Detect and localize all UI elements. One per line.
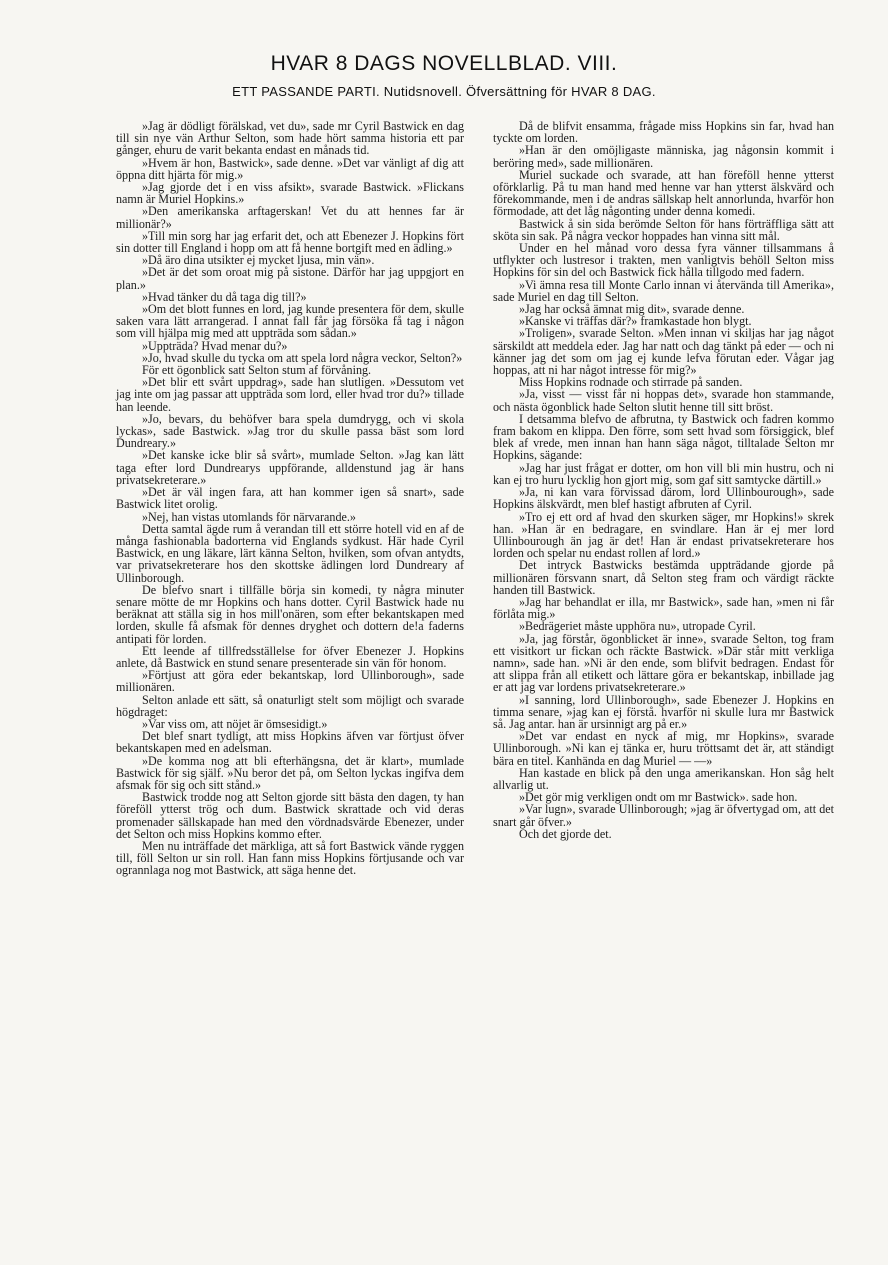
story-subtitle: ETT PASSANDE PARTI. Nutidsnovell. Öfversättning för HVAR 8 DAG. [232, 84, 656, 99]
masthead-title: HVAR 8 DAGS NOVELLBLAD. VIII. [270, 52, 618, 75]
paragraph: »Den amerikanska arftagerskan! Vet du att hennes far är millionär?» [116, 204, 464, 231]
paragraph: »Jag har också ämnat mig dit», svarade denne. [519, 302, 745, 317]
paragraph: »Bedrägeriet måste upphöra nu», utropade Cyril. [519, 619, 756, 634]
paragraph: »Kanske vi träffas där?» framkastade hon blygt. [519, 314, 752, 329]
paragraph: Och det gjorde det. [519, 826, 612, 841]
paragraph: »Det är det som oroat mig på sistone. Därför har jag uppgjort en plan.» [116, 265, 464, 292]
paragraph: »Jag gjorde det i en viss afsikt», svarade Bastwick. »Flickans namn är Muriel Hopkins.» [116, 180, 464, 207]
paragraph: De blefvo snart i tillfälle börja sin komedi, ty några minuter senare mötte de mr Hopkins och hans dotter. Cyril Bastwick hade nu beräknat att ställa sig in hos mill'onären, som efter bekantskapen med lorden, skulle få afsmak för dennes dryghet och dottern de!a faderns antipati för lorden. [116, 582, 464, 646]
paragraph: »Det är väl ingen fara, att han kommer igen så snart», sade Bastwick litet orolig. [116, 485, 464, 512]
paragraph: »Förtjust att göra eder bekantskap, lord Ullinborough», sade millionären. [116, 668, 464, 695]
paragraph: »Ja, ni kan vara förvissad därom, lord Ullinbourough», sade Hopkins älskvärdt, men blef hastigt afbruten af Cyril. [493, 485, 834, 512]
paragraph: I detsamma blefvo de afbrutna, ty Bastwick och fadren kommo fram bakom en klippa. Den förre, som sett hvad som försiggick, blef blek af vrede, men innan han hann säga något, tilltalade Selton mr Hopkins, sägande: [493, 411, 834, 463]
paragraph: »Jo, bevars, du behöfver bara spela dumdrygg, och vi skola lyckas», sade Bastwick. »Jag tror du skulle passa bäst som lord Dundreary.» [116, 411, 464, 451]
paragraph: »Uppträda? Hvad menar du?» [142, 338, 288, 353]
paragraph: »Ja, visst — visst får ni hoppas det», svarade hon stammande, och nästa ögonblick hade Selton slutit henne till sitt bröst. [493, 387, 834, 414]
paragraph: »Det gör mig verkligen ondt om mr Bastwick». sade hon. [519, 790, 798, 805]
paragraph: »Hvem är hon, Bastwick», sade denne. »Det var vänligt af dig att öppna ditt hjärta för mig.» [116, 155, 464, 182]
paragraph: Ett leende af tillfredsställelse for öfver Ebenezer J. Hopkins anlete, då Bastwick en stund senare presenterade sin vän för honom. [116, 643, 464, 670]
paragraph: »De komma nog att bli efterhängsna, det är klart», mumlade Bastwick för sig själf. »Nu beror det på, om Selton lyckas ingifva dem afsmak för sig och sitt stånd.» [116, 753, 464, 792]
paragraph: »Jag har just frågat er dotter, om hon vill bli min hustru, och ni kan ej tro huru lycklig hon gjort mig, som gaf sitt samtycke därtill.» [493, 460, 834, 487]
paragraph: »Hvad tänker du då taga dig till?» [142, 289, 307, 304]
paragraph: Men nu inträffade det märkliga, att så fort Bastwick vände ryggen till, föll Selton ur sin roll. Han fann miss Hopkins förtjusande och var ogrannlaga nog mot Bastwick, att säga henne det. [116, 838, 464, 878]
paragraph: »Det var endast en nyck af mig, mr Hopkins», svarade Ullinborough. »Ni kan ej tänka er, huru tröttsamt det är, att ständigt bära en titel. Kanhända en dag Muriel — —» [493, 729, 834, 768]
paragraph: Det blef snart tydligt, att miss Hopkins äfven var förtjust öfver bekantskapen med en adelsman. [116, 729, 464, 756]
paragraph: Miss Hopkins rodnade och stirrade på sanden. [519, 375, 743, 390]
paragraph: Det intryck Bastwicks bestämda uppträdande gjorde på millionären försvann snart, då Selton steg fram och värdigt räckte handen till Bastwick. [493, 558, 834, 597]
paragraph: »Om det blott funnes en lord, jag kunde presentera för dem, skulle saken vara lätt arrangerad. I annat fall får jag försöka få tag i någon som vill hjälpa mig med att uppträda som sådan.» [116, 302, 464, 341]
paragraph: »Jag är dödligt förälskad, vet du», sade mr Cyril Bastwick en dag till sin nye vän Arthur Selton, som hade hört samma historia ett par gånger, ehuru de varit bekanta endast en månads tid. [116, 119, 464, 158]
paragraph: »Vi ämna resa till Monte Carlo innan vi återvända till Amerika», sade Muriel en dag till Selton. [493, 277, 834, 304]
paragraph: »Tro ej ett ord af hvad den skurken säger, mr Hopkins!» skrek han. »Han är en bedragare, en svindlare. Han är ej mer lord Ullinbourough än jag är det! Han är endast privatsekreterare hos lorden och spelar nu endast rollen af lord.» [493, 509, 834, 561]
paragraph: För ett ögonblick satt Selton stum af förvåning. [142, 363, 372, 378]
left-text-column [116, 120, 464, 877]
paragraph: Muriel suckade och svarade, att han föreföll henne ytterst oförklarlig. På tu man hand med henne var han ytterst älskvärd och förekommande, men i de andras sällskap helt annorlunda, hvarför hon förmodade, att det låg någonting under denna komedi. [493, 167, 834, 219]
paragraph: »Troligen», svarade Selton. »Men innan vi skiljas har jag något särskildt att meddela eder. Jag har natt och dag tänkt på eder — och ni känner jag det som om jag ej kunde lefva förutan eder. Vågar jag hoppas, att ni har något intresse för mig?» [493, 326, 834, 378]
paragraph: »Han är den omöjligaste människa, jag någonsin kommit i beröring med», sade millionären. [493, 143, 834, 170]
paragraph: Detta samtal ägde rum å verandan till ett större hotell vid en af de många fashionabla badorterna vid Englands sydkust. Här hade Cyril Bastwick, en ung läkare, lärt känna Selton, hvilken, som ofvan antydts, var privatsekreterare hos den skottske ädlingen lord Dundreary af Ullinborough. [116, 521, 464, 585]
paragraph: »Ja, jag förstår, ögonblicket är inne», svarade Selton, tog fram ett visitkort ur fickan och räckte Bastwick. »Där står mitt verkliga namn», sade han. »Ni är den ende, som blifvit bedragen. Endast för att slippa från all etikett och lättare göra er bekantskap, inbillade jag er att jag var lordens privatsekreterare.» [493, 631, 834, 695]
paragraph: »Det blir ett svårt uppdrag», sade han slutligen. »Dessutom vet jag inte om jag passar att uppträda som lord, eller hvad tror du?» tillade han leende. [116, 375, 464, 414]
right-text-column [493, 120, 834, 840]
paragraph: Bastwick å sin sida berömde Selton för hans förträffliga sätt att sköta sin sak. På några veckor hoppades han vinna sitt mål. [493, 216, 834, 243]
paragraph: »Nej, han vistas utomlands för närvarande.» [142, 509, 356, 524]
paragraph: Selton anlade ett sätt, så onaturligt stelt som möjligt och svarade högdraget: [116, 692, 464, 719]
paragraph: Under en hel månad voro dessa fyra vänner tillsammans å utflykter och lustresor i trakten, men vanligtvis behöll Selton miss Hopkins för sin del och Bastwick fick hålla tillgodo med fadern. [493, 241, 834, 280]
paragraph: »Jag har behandlat er illa, mr Bastwick», sade han, »men ni får förlåta mig.» [493, 594, 834, 622]
paragraph: »Till min sorg har jag erfarit det, och att Ebenezer J. Hopkins fört sin dotter till England i hopp om att få henne bortgift med en ädling.» [116, 228, 464, 256]
paragraph: Bastwick trodde nog att Selton gjorde sitt bästa den dagen, ty han föreföll ytterst trög och dum. Bastwick skrattade och vid deras promenader sällskapade han med den vördnadsvärde Ebenezer, under det Selton och miss Hopkins kommo efter. [116, 790, 464, 841]
paragraph: »Var lugn», svarade Ullinborough; »jag är öfvertygad om, att det snart går öfver.» [493, 802, 834, 829]
paragraph: Då de blifvit ensamma, frågade miss Hopkins sin far, hvad han tyckte om lorden. [493, 119, 834, 146]
paragraph: »Var viss om, att nöjet är ömsesidigt.» [142, 716, 328, 731]
paragraph: Han kastade en blick på den unga amerikanskan. Hon såg helt allvarlig ut. [493, 765, 834, 792]
paragraph: »Då äro dina utsikter ej mycket ljusa, min vän». [142, 253, 375, 268]
paragraph: »Jo, hvad skulle du tycka om att spela lord några veckor, Selton?» [142, 350, 463, 365]
paragraph: »Det kanske icke blir så svårt», mumlade Selton. »Jag kan lätt taga efter lord Dundrearys uppförande, alldenstund jag är hans privatsekreterare.» [116, 448, 464, 487]
paragraph: »I sanning, lord Ullinborough», sade Ebenezer J. Hopkins en timma senare, »jag kan ej förstå. hvarför ni skulle lura mr Bastwick så. Jag antar. han är ursinnigt arg på er.» [493, 692, 834, 731]
